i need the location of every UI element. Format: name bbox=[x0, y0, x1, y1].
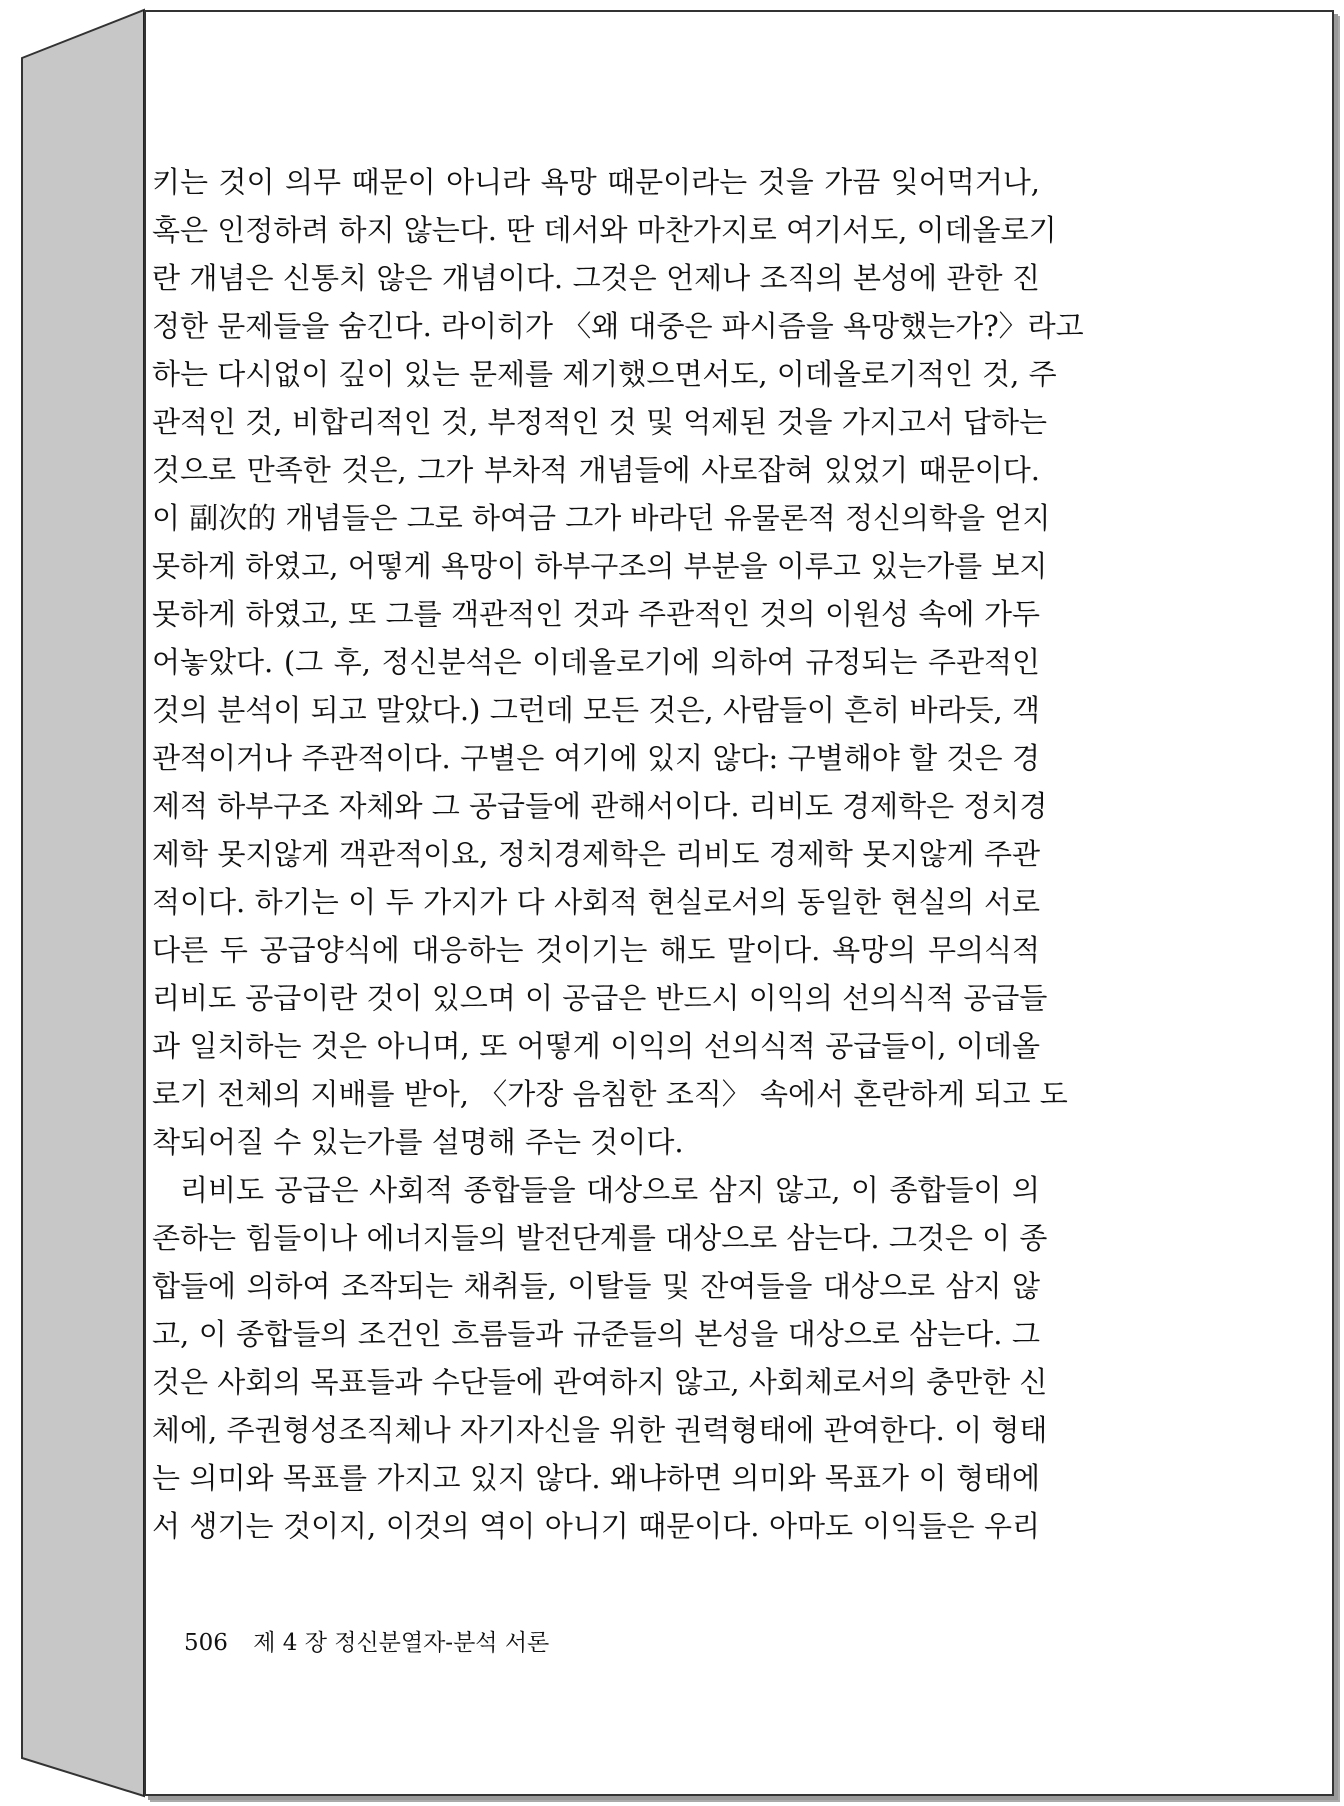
text-line: 정한 문제들을 숨긴다. 라이히가 〈왜 대중은 파시즘을 욕망했는가?〉라고 bbox=[152, 309, 1084, 343]
text-line: 어놓았다. (그 후, 정신분석은 이데올로기에 의하여 규정되는 주관적인 bbox=[152, 645, 1040, 679]
text-line: 것으로 만족한 것은, 그가 부차적 개념들에 사로잡혀 있었기 때문이다. bbox=[152, 453, 1040, 487]
text-line: 키는 것이 의무 때문이 아니라 욕망 때문이라는 것을 가끔 잊어먹거나, bbox=[152, 165, 1040, 199]
page-number: 506 bbox=[184, 1630, 228, 1656]
text-line: 는 의미와 목표를 가지고 있지 않다. 왜냐하면 의미와 목표가 이 형태에 bbox=[152, 1461, 1040, 1495]
text-line: 것의 분석이 되고 말았다.) 그런데 모든 것은, 사람들이 흔히 바라듯, 객 bbox=[152, 693, 1040, 727]
text-line: 고, 이 종합들의 조건인 흐름들과 규준들의 본성을 대상으로 삼는다. 그 bbox=[152, 1317, 1040, 1351]
text-line: 리비도 공급이란 것이 있으며 이 공급은 반드시 이익의 선의식적 공급들 bbox=[152, 981, 1048, 1015]
text-line: 것은 사회의 목표들과 수단들에 관여하지 않고, 사회체로서의 충만한 신 bbox=[152, 1365, 1048, 1399]
text-line: 못하게 하였고, 어떻게 욕망이 하부구조의 부분을 이루고 있는가를 보지 bbox=[152, 549, 1048, 583]
text-line: 다른 두 공급양식에 대응하는 것이기는 해도 말이다. 욕망의 무의식적 bbox=[152, 933, 1040, 967]
text-line: 체에, 주권형성조직체나 자기자신을 위한 권력형태에 관여한다. 이 형태 bbox=[152, 1413, 1048, 1447]
text-line: 과 일치하는 것은 아니며, 또 어떻게 이익의 선의식적 공급들이, 이데올 bbox=[152, 1029, 1040, 1063]
text-line: 란 개념은 신통치 않은 개념이다. 그것은 언제나 조직의 본성에 관한 진 bbox=[152, 261, 1040, 295]
text-line: 관적이거나 주관적이다. 구별은 여기에 있지 않다: 구별해야 할 것은 경 bbox=[152, 741, 1040, 775]
body-text bbox=[152, 158, 1084, 1550]
text-line: 로기 전체의 지배를 받아, 〈가장 음침한 조직〉 속에서 혼란하게 되고 도 bbox=[152, 1077, 1068, 1111]
text-line: 혹은 인정하려 하지 않는다. 딴 데서와 마찬가지로 여기서도, 이데올로기 bbox=[152, 213, 1057, 247]
text-line: 적이다. 하기는 이 두 가지가 다 사회적 현실로서의 동일한 현실의 서로 bbox=[152, 885, 1040, 919]
text-line: 이 副次的 개념들은 그로 하여금 그가 바라던 유물론적 정신의학을 얻지 bbox=[152, 501, 1051, 535]
page-footer bbox=[184, 1628, 549, 1658]
text-line: 하는 다시없이 깊이 있는 문제를 제기했으면서도, 이데올로기적인 것, 주 bbox=[152, 357, 1057, 391]
text-line: 관적인 것, 비합리적인 것, 부정적인 것 및 억제된 것을 가지고서 답하는 bbox=[152, 405, 1048, 439]
text-line: 못하게 하였고, 또 그를 객관적인 것과 주관적인 것의 이원성 속에 가두 bbox=[152, 597, 1040, 631]
chapter-title: 제 4 장 정신분열자-분석 서론 bbox=[253, 1630, 550, 1656]
text-line: 합들에 의하여 조작되는 채취들, 이탈들 및 잔여들을 대상으로 삼지 않 bbox=[152, 1269, 1040, 1303]
text-line: 제학 못지않게 객관적이요, 정치경제학은 리비도 경제학 못지않게 주관 bbox=[152, 837, 1040, 871]
paragraph-end-line: 착되어질 수 있는가를 설명해 주는 것이다. bbox=[152, 1125, 684, 1159]
paragraph-start-line: 리비도 공급은 사회적 종합들을 대상으로 삼지 않고, 이 종합들이 의 bbox=[180, 1173, 1040, 1207]
text-line: 서 생기는 것이지, 이것의 역이 아니기 때문이다. 아마도 이익들은 우리 bbox=[152, 1509, 1040, 1543]
text-line: 제적 하부구조 자체와 그 공급들에 관해서이다. 리비도 경제학은 정치경 bbox=[152, 789, 1048, 823]
text-line: 존하는 힘들이나 에너지들의 발전단계를 대상으로 삼는다. 그것은 이 종 bbox=[152, 1221, 1048, 1255]
